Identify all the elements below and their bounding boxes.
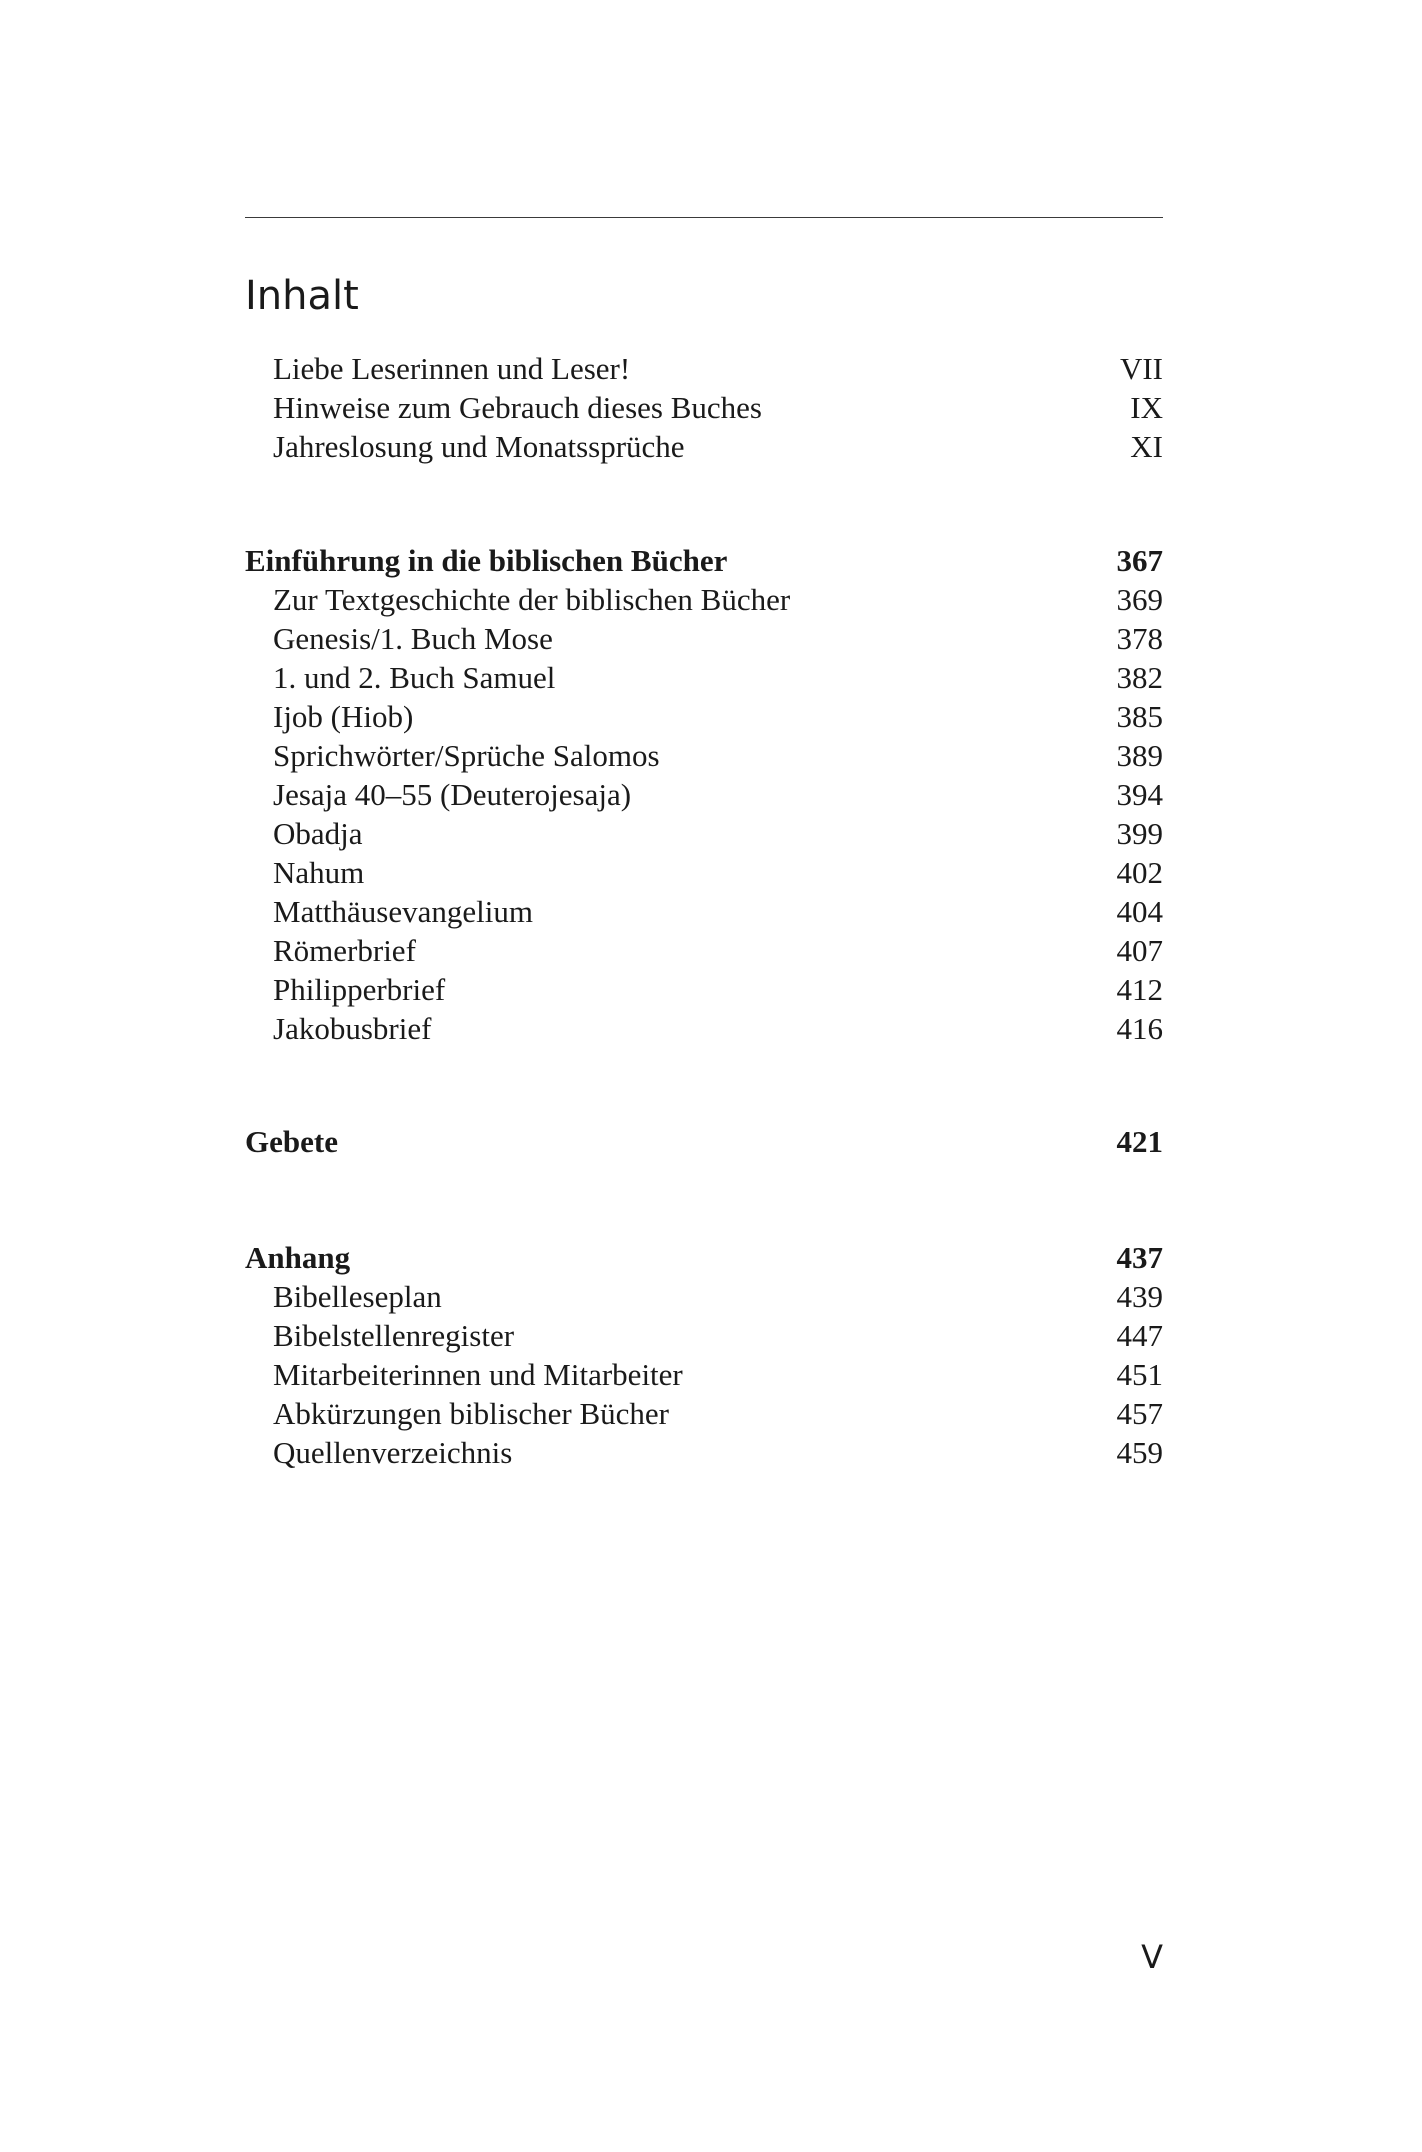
toc-entry-label: Abkürzungen biblischer Bücher [273,1396,669,1431]
toc-section-anhang [245,1238,1163,1472]
toc-entry-label: Bibelstellenregister [273,1318,515,1353]
toc-entry-page: 394 [1116,777,1163,812]
toc-entry [245,1009,1163,1048]
toc-entry-page: 382 [1116,660,1163,695]
toc-entry-page: IX [1130,390,1163,425]
toc-entry-page: 385 [1116,699,1163,734]
toc-entry [245,580,1163,619]
toc-entry-page: VII [1119,351,1163,386]
toc-entry [245,1433,1163,1472]
toc-entry-label: Nahum [273,855,365,890]
toc-section-front-matter [245,349,1163,466]
toc-entry [245,853,1163,892]
toc-entry-page: 378 [1116,621,1163,656]
toc-entry-label: Bibelleseplan [273,1279,442,1314]
toc-heading-page: 367 [1116,543,1163,578]
toc-entry [245,931,1163,970]
page-title: Inhalt [245,273,359,319]
toc-heading-page: 437 [1116,1240,1163,1275]
toc-entry-page: 369 [1116,582,1163,617]
toc-heading-label: Anhang [245,1240,351,1275]
toc-entry [245,658,1163,697]
toc-section-einfuehrung [245,541,1163,1048]
toc-entry-label: Matthäusevangelium [273,894,533,929]
toc-entry-page: 457 [1116,1396,1163,1431]
toc-entry-page: 439 [1116,1279,1163,1314]
toc-entry-label: Jakobusbrief [273,1011,432,1046]
toc-entry-page: 416 [1116,1011,1163,1046]
toc-page [245,0,1163,2152]
toc-entry-label: Mitarbeiterinnen und Mitarbeiter [273,1357,683,1392]
toc-entry-page: 412 [1116,972,1163,1007]
toc-entry [245,697,1163,736]
toc-entry-page: 389 [1116,738,1163,773]
top-rule [245,217,1163,218]
toc-entry-page: 399 [1116,816,1163,851]
toc-entry [245,970,1163,1009]
toc-entry-page: 407 [1116,933,1163,968]
toc-section-gebete [245,1122,1163,1161]
toc-entry [245,814,1163,853]
toc-entry-label: Zur Textgeschichte der biblischen Bücher [273,582,791,617]
toc-entry-label: Ijob (Hiob) [273,699,414,734]
toc-entry [245,736,1163,775]
toc-entry-page: 447 [1116,1318,1163,1353]
toc-entry [245,1316,1163,1355]
toc-entry-label: 1. und 2. Buch Samuel [273,660,556,695]
toc-entry-page: 451 [1116,1357,1163,1392]
toc-entry [245,775,1163,814]
page-number: V [1141,1938,1163,1976]
toc-entry-label: Jahreslosung und Monatssprüche [273,429,685,464]
toc-entry-label: Hinweise zum Gebrauch dieses Buches [273,390,762,425]
toc-entry-label: Obadja [273,816,363,851]
toc-section-heading [245,1238,1163,1277]
toc-entry-page: XI [1130,429,1163,464]
toc-entry-label: Philipperbrief [273,972,446,1007]
toc-entry [245,349,1163,388]
toc-entry [245,892,1163,931]
toc-entry [245,1277,1163,1316]
toc-heading-label: Gebete [245,1124,338,1159]
toc-entry-label: Genesis/1. Buch Mose [273,621,553,656]
toc-entry-label: Römerbrief [273,933,416,968]
toc-entry-label: Quellenverzeichnis [273,1435,513,1470]
toc-entry-page: 459 [1116,1435,1163,1470]
toc-entry [245,388,1163,427]
toc-entry-label: Jesaja 40–55 (Deuterojesaja) [273,777,632,812]
toc-entry-label: Sprichwörter/Sprüche Salomos [273,738,660,773]
toc-heading-page: 421 [1116,1124,1163,1159]
toc-entry [245,427,1163,466]
toc-heading-label: Einführung in die biblischen Bücher [245,543,728,578]
toc-entry [245,1394,1163,1433]
toc-entry [245,619,1163,658]
toc-entry-page: 402 [1116,855,1163,890]
toc-section-heading [245,1122,1163,1161]
toc-entry-label: Liebe Leserinnen und Leser! [273,351,631,386]
toc-section-heading [245,541,1163,580]
toc-entry-page: 404 [1116,894,1163,929]
toc-entry [245,1355,1163,1394]
